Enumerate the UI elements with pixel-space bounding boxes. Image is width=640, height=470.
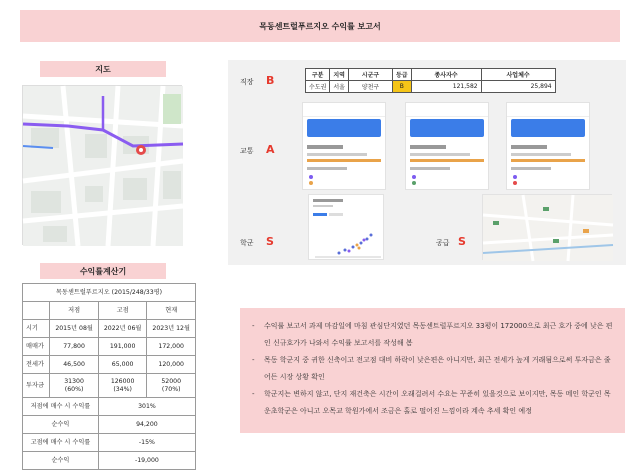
transit-route-graphic bbox=[406, 139, 490, 189]
transit-screenshot-3 bbox=[506, 102, 590, 190]
table-row bbox=[23, 434, 196, 452]
amenity-grade: S bbox=[458, 235, 466, 248]
table-cell: 77,800 bbox=[50, 338, 99, 356]
list-item: - 목동 학군지 중 귀한 신축이고 전고점 대비 하락이 낮은편은 아니지만, 최근 전세가 높게 거래됨으로써 투자금은 줄어든 시장 상황 확인 bbox=[252, 352, 613, 386]
note-text: 수익률 보고서 과제 마감일에 마침 관심단지였던 목동센트럴푸르지오 33평이 172000으로 최근 호가 중에 낮은 편인 신규호가가 나와서 수익률 보고서를 작성해 봄 bbox=[264, 322, 613, 347]
transit-route-graphic bbox=[507, 139, 591, 189]
table-cell: 양천구 bbox=[348, 81, 392, 93]
traffic-label: 교통 bbox=[240, 147, 254, 155]
summary-value: 301% bbox=[98, 398, 195, 416]
table-row bbox=[23, 452, 196, 470]
calc-subtitle: 목동센트럴푸르지오 (2015/248/33평) bbox=[23, 284, 196, 302]
map-section-label: 지도 bbox=[40, 61, 166, 77]
notes-box bbox=[240, 308, 625, 433]
table-row bbox=[306, 81, 556, 93]
table-cell: 31300 (60%) bbox=[50, 374, 99, 398]
table-cell: 2023년 12월 bbox=[147, 320, 196, 338]
table-header: 시군구 bbox=[348, 69, 392, 81]
table-row bbox=[23, 302, 196, 320]
school-scatter-graphic bbox=[309, 195, 385, 261]
map-graphic bbox=[23, 86, 183, 246]
table-header: 고점 bbox=[98, 302, 147, 320]
table-row bbox=[23, 338, 196, 356]
table-cell: 2022년 06월 bbox=[98, 320, 147, 338]
table-row bbox=[23, 416, 196, 434]
amenity-label: 공급 bbox=[436, 239, 450, 247]
table-header: 현재 bbox=[147, 302, 196, 320]
grade-cell: B bbox=[392, 81, 411, 93]
row-label: 투자금 bbox=[23, 374, 50, 398]
transit-screenshot-1 bbox=[302, 102, 386, 190]
table-cell: 2015년 08월 bbox=[50, 320, 99, 338]
table-cell: 서울 bbox=[330, 81, 349, 93]
list-item: - 수익률 보고서 과제 마감일에 마침 관심단지였던 목동센트럴푸르지오 33평이 172000으로 최근 호가 중에 낮은 편인 신규호가가 나와서 수익률 보고서를 작성해 봄 bbox=[252, 318, 613, 352]
table-header: 구분 bbox=[306, 69, 330, 81]
table-header: 지역 bbox=[330, 69, 349, 81]
traffic-grade: A bbox=[266, 143, 275, 156]
location-map[interactable] bbox=[22, 85, 182, 245]
table-row bbox=[23, 374, 196, 398]
summary-label: 순수익 bbox=[23, 416, 99, 434]
table-header: 등급 bbox=[392, 69, 411, 81]
table-cell: 수도권 bbox=[306, 81, 330, 93]
table-cell: 191,000 bbox=[98, 338, 147, 356]
summary-label: 저점에 매수 시 수익률 bbox=[23, 398, 99, 416]
table-row bbox=[23, 398, 196, 416]
row-label: 시기 bbox=[23, 320, 50, 338]
return-calculator-table bbox=[22, 283, 196, 470]
table-row bbox=[306, 69, 556, 81]
summary-value: -19,000 bbox=[98, 452, 195, 470]
transit-route-graphic bbox=[303, 139, 387, 189]
table-cell: 65,000 bbox=[98, 356, 147, 374]
table-header: 종사자수 bbox=[411, 69, 481, 81]
row-label: 매매가 bbox=[23, 338, 50, 356]
table-header: 저점 bbox=[50, 302, 99, 320]
table-cell: 25,894 bbox=[481, 81, 555, 93]
summary-value: 94,200 bbox=[98, 416, 195, 434]
summary-label: 순수익 bbox=[23, 452, 99, 470]
table-row bbox=[23, 284, 196, 302]
supply-map-graphic bbox=[483, 195, 613, 261]
school-grade: S bbox=[266, 235, 274, 248]
summary-value: -15% bbox=[98, 434, 195, 452]
transit-screenshot-2 bbox=[405, 102, 489, 190]
table-header bbox=[23, 302, 50, 320]
table-row bbox=[23, 356, 196, 374]
supply-map-screenshot bbox=[482, 194, 612, 260]
school-chart-screenshot bbox=[308, 194, 384, 260]
table-header: 사업체수 bbox=[481, 69, 555, 81]
calc-section-label: 수익률계산기 bbox=[40, 263, 166, 279]
job-grade: B bbox=[266, 74, 275, 87]
note-text: 학군지는 변하지 않고, 단지 재건축은 시간이 오래걸려서 수요는 꾸준히 있을것으로 보이지만, 목동 메인 학군인 목운초학군은 아니고 오목교 학원가에서 조금은 홀로 떨어진 느낌이라 계속 추세 확인 예정 bbox=[264, 390, 611, 415]
table-cell: 120,000 bbox=[147, 356, 196, 374]
table-cell: 52000 (70%) bbox=[147, 374, 196, 398]
page-title: 목동센트럴푸르지오 수익률 보고서 bbox=[20, 10, 620, 42]
list-item: - 학군지는 변하지 않고, 단지 재건축은 시간이 오래걸려서 수요는 꾸준히 있을것으로 보이지만, 목동 메인 학군인 목운초학군은 아니고 오목교 학원가에서 조금은 홀로 떨어진 느낌이라 계속 추세 확인 예정 bbox=[252, 386, 613, 420]
row-label: 전세가 bbox=[23, 356, 50, 374]
table-cell: 121,582 bbox=[411, 81, 481, 93]
job-table bbox=[305, 68, 556, 93]
table-cell: 126000 (34%) bbox=[98, 374, 147, 398]
table-cell: 172,000 bbox=[147, 338, 196, 356]
note-text: 목동 학군지 중 귀한 신축이고 전고점 대비 하락이 낮은편은 아니지만, 최근 전세가 높게 거래됨으로써 투자금은 줄어든 시장 상황 확인 bbox=[264, 356, 611, 381]
summary-label: 고점에 매수 시 수익률 bbox=[23, 434, 99, 452]
school-label: 학군 bbox=[240, 239, 254, 247]
table-row bbox=[23, 320, 196, 338]
job-label: 직장 bbox=[240, 78, 254, 86]
table-cell: 46,500 bbox=[50, 356, 99, 374]
